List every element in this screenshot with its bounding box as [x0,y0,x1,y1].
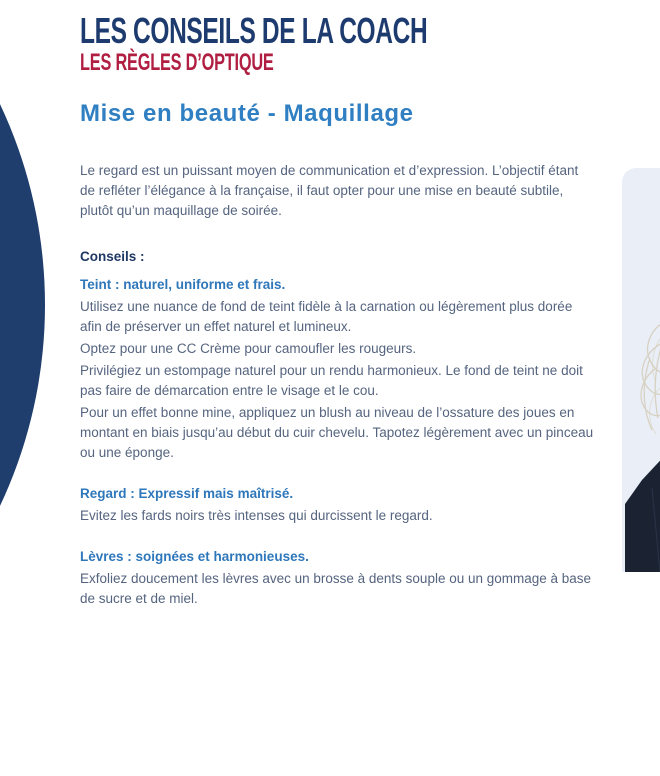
page-title: LES CONSEILS DE LA COACH [80,10,428,51]
advice-paragraph: Optez pour une CC Crème pour camoufler les rougeurs. [80,341,417,356]
advice-paragraph: Privilégiez un estompage naturel pour un rendu harmonieux. Le fond de teint ne doit pas faire de démarcation entre le visage et le cou. [80,363,583,398]
advice-heading: Regard : Expressif mais maîtrisé. [80,486,294,501]
coach-photo-illustration [622,168,660,572]
advice-section-regard [80,484,596,526]
conseils-label: Conseils : [80,249,145,264]
decor-circle [0,0,45,776]
advice-section-teint [80,275,596,463]
body-copy [80,161,596,609]
advice-paragraph: Exfoliez doucement les lèvres avec un brosse à dents souple ou un gommage à base de sucre et de miel. [80,571,592,606]
hair-strands [641,320,660,430]
advice-paragraph: Pour un effet bonne mine, appliquez un blush au niveau de l’ossature des joues en montant en biais jusqu’au début du cuir chevelu. Tapotez légèrement avec un pinceau ou une éponge. [80,405,594,460]
coach-photo-card [622,168,660,572]
section-title: Mise en beauté - Maquillage [80,100,414,127]
advice-paragraph: Utilisez une nuance de fond de teint fidèle à la carnation ou légèrement plus dorée afin de préserver un effet naturel et lumineux. [80,299,573,334]
advice-heading: Lèvres : soignées et harmonieuses. [80,549,309,564]
advice-section-levres [80,547,596,609]
page-subtitle: LES RÈGLES D’OPTIQUE [80,49,274,76]
slide-content [80,12,596,611]
advice-heading: Teint : naturel, uniforme et frais. [80,277,286,292]
advice-paragraph: Evitez les fards noirs très intenses qui durcissent le regard. [80,508,433,523]
intro-paragraph: Le regard est un puissant moyen de communication et d’expression. L’objectif étant de refléter l’élégance à la française, il faut opter pour une mise en beauté subtile, plutôt qu’un maquillage de soirée. [80,163,579,218]
